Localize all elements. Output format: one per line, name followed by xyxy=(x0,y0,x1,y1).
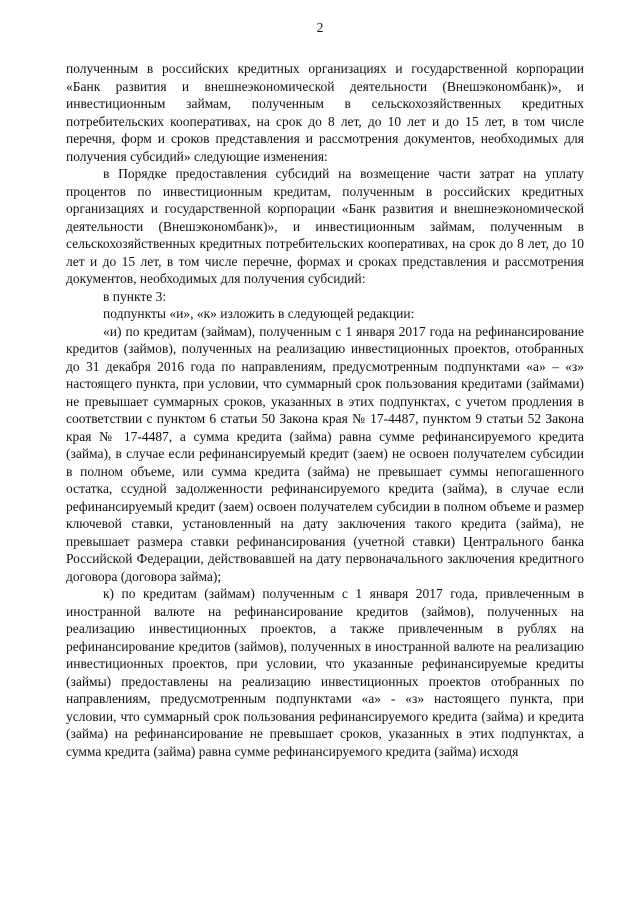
document-body xyxy=(66,60,584,760)
paragraph-procedure: в Порядке предоставления субсидий на возмещение части затрат на уплату процентов по инвестиционным кредитам, полученным в российских кредитных организациях и государственной корпорации «Банк развития и внешнеэкономической деятельности (Внешэкономбанк)», и инвестиционным займам, полученным в сельскохозяйственных кредитных потребительских кооперативах, на срок до 8 лет, до 10 лет и до 15 лет, в том числе перечне, формах и сроках представления и рассмотрения документов, необходимых для получения субсидий: xyxy=(66,166,584,286)
paragraph-subclauses-heading: подпункты «и», «к» изложить в следующей редакции: xyxy=(103,306,415,321)
paragraph-continuation: полученным в российских кредитных организациях и государственной корпорации «Банк развития и внешнеэкономической деятельности (Внешэкономбанк)», и инвестиционным займам, полученным в сельскохозяйственных кредитных потребительских кооперативах, на срок до 8 лет, до 10 лет и до 15 лет, в том числе перечня, форм и сроков представления и рассмотрения документов, необходимых для получения субсидий» следующие изменения: xyxy=(66,61,584,164)
paragraph-subclause-i: «и) по кредитам (займам), полученным с 1 января 2017 года на рефинансирование кредитов (займов), полученных на реализацию инвестиционных проектов, отобранных до 31 декабря 2016 года по направлениям, предусмотренным подпунктами «а» – «з» настоящего пункта, при условии, что суммарный срок пользования кредитами (займами) не превышает суммарных сроков, указанных в этих подпунктах, с учетом продления в соответствии с пунктом 6 статьи 50 Закона края № 17-4487, пунктом 9 статьи 52 Закона края № 17-4487, а сумма кредита (займа) равна сумме рефинансируемого кредита (займа), в случае если рефинансируемый кредит (заем) не освоен получателем субсидии в полном объеме, или сумма кредита (займа) не превышает суммы непогашенного остатка, ссудной задолженности рефинансируемого кредита (займа), в случае если рефинансируемый кредит (заем) освоен получателем субсидии в полном объеме и размер ключевой ставки, установленный на дату заключения такого кредита (займа), не превышает размера ставки рефинансирования (учетной ставки) Центрального банка Российской Федерации, действовавшей на дату первоначального заключения кредитного договора (договора займа); xyxy=(66,323,584,584)
page-number: 2 xyxy=(316,20,324,35)
paragraph-clause-3: в пункте 3: xyxy=(103,288,167,304)
paragraph-subclause-k: к) по кредитам (займам) полученным с 1 января 2017 года, привлеченным в иностранной валюте на рефинансирование кредитов (займов), полученных на реализацию инвестиционных проектов, а также привлеченным в рублях на рефинансирование кредитов (займов), полученных в иностранной валюте на реализацию инвестиционных проектов, при условии, что указанные рефинансируемые кредиты (займы) предоставлены на реализацию инвестиционных проектов отобранных по направлениям, предусмотренным подпунктами «а» - «з» настоящего пункта, при условии, что суммарный срок пользования рефинансируемого кредита (займа) и кредита (займа) на рефинансирование не превышает сроков, указанных в этих подпунктах, а сумма кредита (займа) равна сумме рефинансируемого кредита (займа) исходя xyxy=(66,586,584,759)
